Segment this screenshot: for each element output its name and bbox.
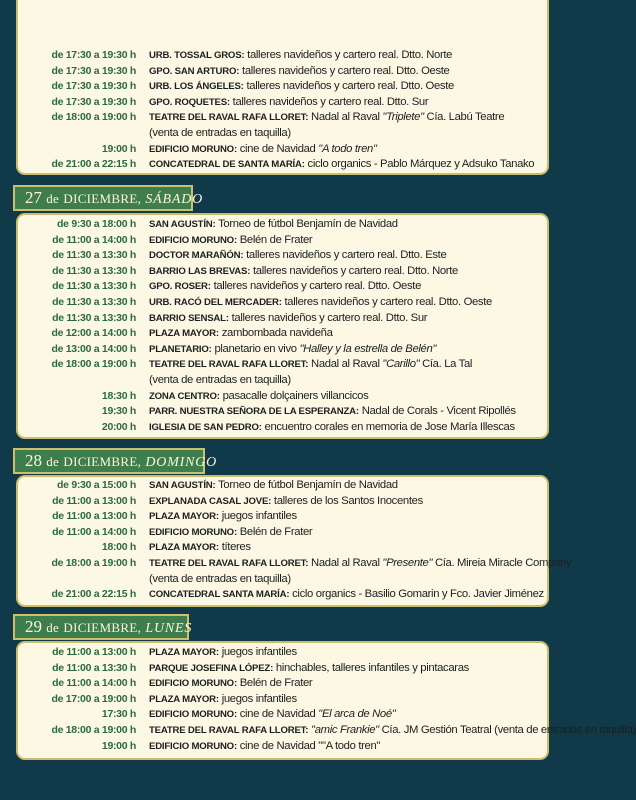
event-text: [244, 49, 452, 61]
event-row: [26, 279, 539, 295]
event-description: [149, 404, 539, 420]
event-venue: EDIFICIO MORUNO:: [149, 678, 237, 690]
title-quote: "amic Frankie": [311, 723, 379, 736]
event-text: [149, 127, 291, 139]
event-time: de 12:00 a 14:00 h: [51, 327, 136, 340]
event-venue: URB. LOS ÁNGELES:: [149, 81, 244, 93]
event-text: [289, 588, 543, 600]
event-text: [219, 327, 333, 339]
event-venue: URB. TOSSAL GROS:: [149, 50, 245, 61]
event-time: de 11:30 a 13:30 h: [52, 295, 136, 308]
event-venue: PLAZA MAYOR:: [149, 693, 219, 705]
event-list: [26, 645, 636, 754]
event-venue: CONCATEDRAL DE SANTA MARÍA:: [149, 159, 305, 171]
day-number: 28: [25, 451, 42, 470]
event-text: [220, 390, 369, 402]
event-text: [219, 646, 297, 658]
event-text: [271, 495, 423, 507]
weekday-label: LUNES: [145, 621, 193, 636]
event-description: [149, 478, 539, 494]
title-quote: "Halley y la estrella de Belén": [299, 342, 437, 355]
event-description: [149, 572, 539, 588]
event-venue: EDIFICIO MORUNO:: [149, 143, 237, 155]
event-row: [26, 587, 544, 603]
event-row: [26, 142, 539, 158]
event-row: [26, 661, 539, 677]
schedule-panel-dec-29: [16, 641, 636, 760]
schedule-panel-dec-28: [16, 475, 572, 607]
event-description: [149, 389, 539, 405]
event-text: [282, 296, 492, 308]
event-time: de 21:00 a 22:15 h: [51, 588, 136, 601]
event-text: [211, 280, 421, 292]
event-description: [149, 326, 539, 342]
event-description: [149, 342, 539, 358]
event-time: de 9:30 a 15:00 h: [57, 479, 136, 491]
event-description: [149, 692, 539, 708]
event-description: [149, 540, 539, 556]
event-row: [26, 311, 539, 327]
month-label: DICIEMBRE,: [63, 454, 142, 469]
event-time: de 21:00 a 22:15 h: [51, 158, 136, 171]
event-venue: TEATRE DEL RAVAL RAFA LLORET:: [149, 112, 309, 124]
event-row-continuation: [26, 373, 539, 389]
event-venue: PLAZA MAYOR:: [149, 328, 219, 340]
text-fragment: (venta de entradas en taquilla): [149, 572, 291, 585]
event-venue: GPO. ROSER:: [149, 281, 211, 293]
event-time: de 13:00 a 14:00 h: [51, 342, 136, 355]
event-text: [308, 724, 636, 736]
title-quote: "Presente": [382, 556, 433, 569]
event-description: [149, 64, 539, 80]
event-description: [149, 233, 539, 249]
event-row: [26, 248, 539, 264]
event-venue: EDIFICIO MORUNO:: [149, 740, 237, 752]
schedule-panel-dec-26: [16, 0, 549, 175]
text-fragment: cine de Navidad: [236, 142, 319, 155]
event-time: de 17:30 a 19:30 h: [51, 49, 136, 61]
event-list: [26, 217, 539, 435]
event-time: 19:00 h: [101, 739, 136, 752]
day-de: de: [46, 454, 60, 469]
text-fragment: talleres navideños y cartero real. Dtto. Sur: [229, 95, 429, 108]
event-venue: IGLESIA DE SAN PEDRO:: [149, 421, 262, 433]
text-fragment: juegos infantiles: [218, 646, 297, 658]
event-description: [149, 95, 539, 111]
weekday-label: SÁBADO: [145, 192, 204, 207]
event-description: [149, 587, 544, 603]
event-description: [149, 494, 539, 510]
text-fragment: encuentro corales en memoria de Jose María Illescas: [261, 420, 515, 433]
event-description: [149, 264, 539, 280]
text-fragment: Belén de Frater: [236, 677, 313, 690]
event-venue: TEATRE DEL RAVAL RAFA LLORET:: [149, 557, 309, 569]
event-time: de 11:30 a 13:30 h: [52, 311, 136, 324]
day-header-dec-27: [13, 185, 204, 211]
text-fragment: Nadal al Raval: [308, 111, 383, 124]
event-text: [237, 708, 396, 720]
event-row: [26, 95, 539, 111]
event-description: [149, 110, 539, 126]
day-header-dec-29: [13, 614, 193, 640]
text-fragment: pasacalle dolçainers villancicos: [219, 389, 369, 402]
event-venue: EDIFICIO MORUNO:: [149, 526, 237, 538]
event-text: [216, 479, 398, 491]
text-fragment: "": [318, 739, 326, 752]
text-fragment: talleres navideños y cartero real. Dtto. Este: [243, 249, 447, 262]
event-text: [237, 234, 312, 246]
event-time: de 18:00 a 19:00 h: [51, 111, 136, 124]
event-description: [149, 357, 539, 373]
event-time: 20:00 h: [101, 420, 136, 433]
event-time: 19:30 h: [101, 405, 136, 418]
text-fragment: ciclo organics - Basilio Gomarin y Fco. Javier Jiménez: [289, 588, 544, 601]
event-venue: PLAZA MAYOR:: [149, 511, 219, 523]
text-fragment: talleres navideños y cartero real. Dtto. Norte: [250, 264, 458, 277]
text-fragment: A todo tren": [325, 739, 381, 752]
event-time: de 17:30 a 19:30 h: [51, 64, 136, 77]
event-row: [26, 64, 539, 80]
event-time: de 11:00 a 13:30 h: [52, 661, 136, 674]
text-fragment: Cía. La Tal: [419, 358, 473, 371]
text-fragment: cine de Navidad: [236, 739, 319, 752]
event-time: de 18:00 a 19:00 h: [51, 358, 136, 371]
event-venue: URB. RACÓ DEL MERCADER:: [149, 296, 282, 308]
event-time: de 11:30 a 13:30 h: [52, 280, 136, 293]
title-quote: "Carillo": [382, 358, 420, 371]
text-fragment: (venta de entradas en taquilla): [149, 373, 291, 386]
event-row: [26, 420, 539, 436]
title-quote: "A todo tren": [318, 142, 377, 155]
event-venue: PARR. NUESTRA SEÑORA DE LA ESPERANZA:: [149, 406, 359, 418]
event-text: [237, 740, 380, 752]
event-description: [149, 525, 539, 541]
month-label: DICIEMBRE,: [63, 191, 142, 206]
text-fragment: Torneo de fútbol Benjamín de Navidad: [215, 218, 398, 230]
event-row: [26, 540, 539, 556]
text-fragment: talleres navideños y cartero real. Dtto. Sur: [228, 311, 428, 324]
event-venue: PLANETARIO:: [149, 343, 212, 355]
text-fragment: Nadal de Corals - Vicent Ripollés: [358, 405, 516, 418]
text-fragment: Cía. Labú Teatre: [423, 111, 505, 124]
event-row: [26, 556, 572, 572]
event-row: [26, 110, 539, 126]
event-description: [149, 142, 539, 158]
event-row: [26, 723, 636, 739]
day-number: 27: [25, 188, 42, 207]
event-description: [149, 373, 539, 389]
event-time: 17:30 h: [101, 708, 136, 721]
month-label: DICIEMBRE,: [63, 620, 142, 635]
text-fragment: Torneo de fútbol Benjamín de Navidad: [215, 479, 398, 491]
event-description: [149, 295, 539, 311]
event-row: [26, 494, 539, 510]
schedule-panel-dec-27: [16, 213, 549, 439]
event-row: [26, 692, 539, 708]
text-fragment: ciclo organics - Pablo Márquez y Adsuko Tanako: [304, 158, 535, 171]
event-text: [237, 143, 377, 155]
event-row: [26, 79, 539, 95]
event-row: [26, 326, 539, 342]
event-time: de 11:00 a 13:00 h: [52, 646, 136, 658]
event-text: [305, 158, 535, 170]
event-description: [149, 311, 539, 327]
text-fragment: Cía. Mireia Miracle Company: [432, 556, 572, 569]
event-row: [26, 707, 539, 723]
event-time: de 18:00 a 19:00 h: [51, 723, 136, 736]
event-text: [216, 218, 398, 230]
event-row: [26, 525, 539, 541]
text-fragment: Nadal al Raval: [308, 556, 383, 569]
event-text: [219, 693, 297, 705]
event-time: de 17:30 a 19:30 h: [51, 95, 136, 108]
event-description: [149, 645, 539, 661]
event-description: [149, 509, 539, 525]
event-list: [26, 478, 572, 603]
event-description: [149, 248, 539, 264]
event-description: [149, 420, 539, 436]
day-number: 29: [25, 617, 42, 636]
text-fragment: cine de Navidad: [236, 708, 319, 721]
event-time: de 17:30 a 19:30 h: [51, 80, 136, 93]
event-time: 18:00 h: [101, 541, 136, 554]
event-row: [26, 478, 539, 494]
event-time: de 11:00 a 13:00 h: [52, 494, 136, 507]
title-quote: "Triplete": [382, 111, 424, 124]
day-header-dec-28: [13, 448, 218, 474]
event-text: [308, 111, 504, 123]
event-time: de 11:00 a 14:00 h: [52, 233, 136, 246]
title-quote: "El arca de Noé": [318, 708, 396, 721]
event-row: [26, 342, 539, 358]
event-row: [26, 295, 539, 311]
event-row: [26, 157, 539, 173]
event-venue: TEATRE DEL RAVAL RAFA LLORET:: [149, 359, 309, 371]
text-fragment: hinchables, talleres infantiles y pintacaras: [273, 661, 469, 674]
event-description: [149, 707, 539, 723]
weekday-label: DOMINGO: [145, 455, 218, 470]
event-text: [244, 80, 454, 92]
event-time: de 11:00 a 13:00 h: [52, 510, 136, 523]
event-venue: GPO. SAN ARTURO:: [149, 65, 240, 77]
event-time: de 11:00 a 14:00 h: [52, 525, 136, 538]
event-time: de 17:00 a 19:00 h: [51, 692, 136, 705]
event-venue: EDIFICIO MORUNO:: [149, 234, 237, 246]
day-de: de: [46, 191, 60, 206]
event-description: [149, 48, 539, 64]
text-fragment: Cía. JM Gestión Teatral (venta de entradas en taquilla): [378, 723, 636, 736]
text-fragment: Nadal al Raval: [308, 358, 383, 371]
event-description: [149, 661, 539, 677]
event-time: 18:30 h: [101, 389, 136, 402]
event-description: [149, 157, 539, 173]
event-time: de 11:00 a 14:00 h: [52, 677, 136, 690]
event-time: de 11:30 a 13:30 h: [52, 249, 136, 262]
event-text: [308, 358, 472, 370]
event-venue: GPO. ROQUETES:: [149, 96, 230, 108]
event-text: [250, 265, 458, 277]
event-text: [219, 541, 251, 553]
text-fragment: zambombada navideña: [218, 327, 333, 340]
event-venue: SAN AGUSTÍN:: [149, 480, 216, 491]
event-time: de 18:00 a 19:00 h: [51, 556, 136, 569]
event-row: [26, 645, 539, 661]
text-fragment: juegos infantiles: [218, 692, 297, 705]
text-fragment: planetario en vivo: [211, 342, 300, 355]
event-text: [212, 343, 436, 355]
event-row: [26, 389, 539, 405]
event-row-continuation: [26, 572, 539, 588]
event-venue: PLAZA MAYOR:: [149, 647, 219, 658]
event-text: [239, 65, 449, 77]
event-description: [149, 676, 539, 692]
event-text: [149, 374, 291, 386]
event-text: [219, 510, 297, 522]
event-row: [26, 48, 539, 64]
event-row: [26, 676, 539, 692]
event-venue: BARRIO LAS BREVAS:: [149, 265, 251, 277]
day-de: de: [46, 620, 60, 635]
text-fragment: juegos infantiles: [218, 510, 297, 523]
event-row: [26, 217, 539, 233]
event-text: [262, 421, 515, 433]
event-row: [26, 264, 539, 280]
event-text: [229, 312, 427, 324]
event-description: [149, 79, 539, 95]
event-venue: SAN AGUSTÍN:: [149, 219, 216, 230]
event-text: [273, 662, 469, 674]
event-venue: PARQUE JOSEFINA LÓPEZ:: [149, 662, 274, 674]
text-fragment: talleres navideños y cartero real. Dtto. Oeste: [210, 280, 422, 293]
event-venue: EDIFICIO MORUNO:: [149, 709, 237, 721]
text-fragment: títeres: [218, 541, 251, 554]
text-fragment: (venta de entradas en taquilla): [149, 126, 291, 139]
event-text: [149, 573, 291, 585]
text-fragment: talleres navideños y cartero real. Dtto. Norte: [244, 49, 453, 61]
event-time: de 11:30 a 13:30 h: [52, 264, 136, 277]
event-row: [26, 357, 539, 373]
event-row: [26, 739, 539, 755]
event-time: de 9:30 a 18:00 h: [57, 218, 136, 230]
event-row: [26, 404, 539, 420]
event-venue: EXPLANADA CASAL JOVE:: [149, 495, 272, 507]
event-row: [26, 233, 539, 249]
event-venue: PLAZA MAYOR:: [149, 542, 219, 554]
event-text: [237, 677, 312, 689]
text-fragment: Belén de Frater: [236, 233, 313, 246]
text-fragment: talleres navideños y cartero real. Dtto. Oeste: [281, 295, 492, 308]
event-venue: DOCTOR MARAÑÓN:: [149, 250, 244, 262]
event-text: [237, 526, 312, 538]
text-fragment: talleres navideños y cartero real. Dtto. Oeste: [243, 80, 454, 93]
text-fragment: talleres navideños y cartero real. Dtto. Oeste: [239, 64, 450, 77]
event-text: [308, 557, 571, 569]
event-venue: TEATRE DEL RAVAL RAFA LLORET:: [149, 724, 309, 736]
event-text: [243, 249, 446, 261]
event-description: [149, 739, 539, 755]
text-fragment: talleres de los Santos Inocentes: [271, 494, 423, 507]
event-venue: ZONA CENTRO:: [149, 390, 220, 402]
event-description: [149, 126, 539, 142]
text-fragment: Belén de Frater: [236, 525, 313, 538]
event-description: [149, 217, 539, 233]
event-description: [149, 279, 539, 295]
event-time: 19:00 h: [101, 142, 136, 155]
event-row-continuation: [26, 126, 539, 142]
event-description: [149, 556, 571, 572]
event-list: [26, 48, 539, 173]
event-row: [26, 509, 539, 525]
event-venue: CONCATEDRAL SANTA MARÍA:: [149, 589, 290, 601]
event-text: [359, 405, 516, 417]
event-text: [230, 96, 428, 108]
event-venue: BARRIO SENSAL:: [149, 312, 229, 324]
event-description: [149, 723, 636, 739]
